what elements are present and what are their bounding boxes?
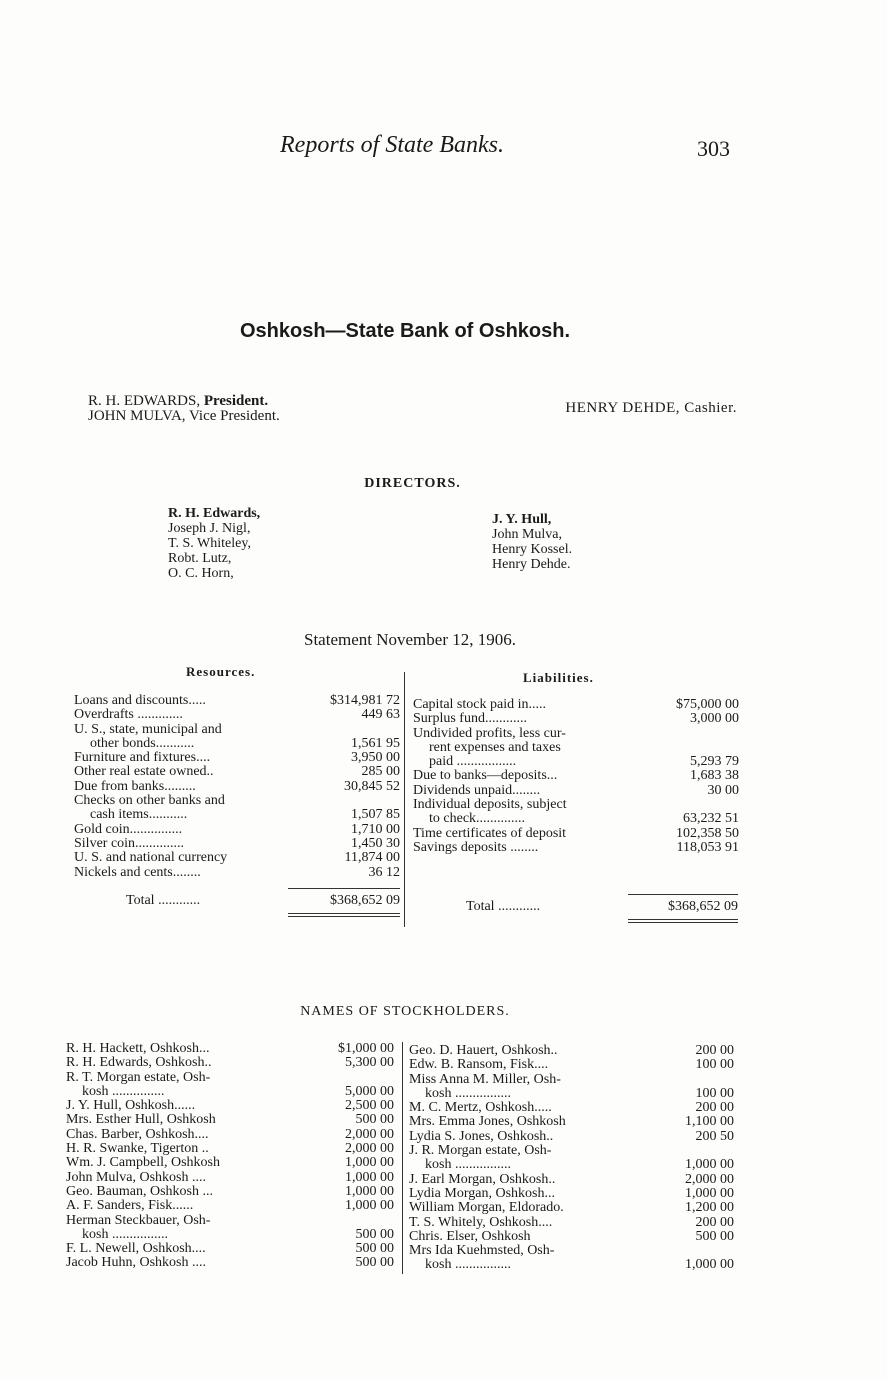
stockholder-row-amount: 1,000 00	[685, 1185, 734, 1201]
resources-list	[74, 694, 400, 880]
stockholder-row-amount: 2,000 00	[345, 1141, 394, 1157]
liability-row-amount: $75,000 00	[676, 697, 739, 712]
stockholder-row-label: kosh ................	[425, 1085, 511, 1101]
stockholder-row	[409, 1115, 734, 1129]
stockholder-row-amount: $1,000 00	[338, 1041, 394, 1056]
resource-row-amount: 36 12	[368, 864, 400, 880]
page-number: 303	[697, 136, 730, 161]
stockholder-row-label: Lydia Morgan, Oshkosh...	[409, 1185, 555, 1201]
liability-row-label: rent expenses and taxes	[429, 740, 561, 755]
liabilities-heading: Liabilities.	[523, 670, 594, 685]
liability-row-label: Individual deposits, subject	[413, 798, 567, 813]
liability-row	[413, 841, 739, 855]
resource-row-amount: 11,874 00	[344, 850, 400, 866]
resource-row	[74, 694, 400, 708]
stockholder-row-amount: 200 00	[695, 1100, 734, 1116]
stockholder-row	[66, 1228, 394, 1242]
resources-total-label: Total ............	[126, 893, 201, 908]
stockholder-row-amount: 1,000 00	[345, 1183, 394, 1199]
liabilities-total-amount: $368,652 09	[668, 899, 738, 914]
liability-row-amount: 3,000 00	[690, 711, 739, 727]
director-name: Joseph J. Nigl,	[168, 521, 251, 536]
resource-row	[74, 794, 400, 808]
stockholder-row	[409, 1058, 734, 1072]
resource-row-label: Silver coin..............	[74, 836, 185, 851]
stockholder-row-amount: 500 00	[355, 1226, 394, 1242]
stockholder-row-amount: 2,000 00	[345, 1126, 394, 1142]
liability-row	[413, 798, 739, 812]
stockholder-row	[66, 1171, 394, 1185]
director-name: Henry Kossel.	[492, 542, 573, 557]
stockholder-row	[409, 1201, 734, 1215]
liability-row-label: paid .................	[429, 755, 517, 770]
stockholder-row-amount: 100 00	[695, 1085, 734, 1101]
stockholder-row	[66, 1185, 394, 1199]
stockholder-row-label: Wm. J. Campbell, Oshkosh	[66, 1155, 220, 1171]
liability-row-label: Due to banks—deposits...	[413, 769, 558, 784]
liability-row	[413, 812, 739, 826]
stockholder-row	[409, 1073, 734, 1087]
resource-row-amount: $314,981 72	[330, 693, 400, 708]
stockholder-row	[409, 1258, 734, 1272]
stockholder-row-label: kosh ................	[82, 1226, 168, 1242]
liability-row	[413, 784, 739, 798]
liability-row-label: Surplus fund............	[413, 712, 527, 727]
stockholder-row-label: R. H. Hackett, Oshkosh...	[66, 1041, 210, 1056]
resource-row	[74, 723, 400, 737]
stockholder-row-label: R. T. Morgan estate, Osh-	[66, 1069, 211, 1085]
resource-row-label: other bonds...........	[90, 736, 195, 751]
resources-total-row	[126, 893, 400, 909]
resources-double-rule	[288, 913, 400, 917]
stockholders-divider	[402, 1042, 403, 1274]
director-name: T. S. Whiteley,	[168, 536, 251, 551]
liabilities-double-rule	[628, 919, 738, 923]
stockholder-row	[66, 1056, 394, 1070]
liability-row	[413, 769, 739, 783]
resource-row-amount: 1,450 30	[351, 835, 400, 851]
resource-row-label: Furniture and fixtures....	[74, 751, 211, 766]
resource-row-amount: 30,845 52	[344, 778, 400, 794]
resource-row-label: U. S. and national currency	[74, 851, 228, 866]
resource-row	[74, 708, 400, 722]
stockholder-row-amount: 1,000 00	[345, 1155, 394, 1171]
stockholder-row-label: T. S. Whitely, Oshkosh....	[409, 1214, 553, 1230]
stockholder-row	[66, 1242, 394, 1256]
stockholder-row	[66, 1199, 394, 1213]
stockholder-row-label: kosh ................	[425, 1257, 511, 1273]
stockholder-row-label: Geo. D. Hauert, Oshkosh..	[409, 1043, 558, 1058]
stockholder-row-label: Lydia S. Jones, Oshkosh..	[409, 1128, 554, 1144]
resources-total-rule	[288, 888, 400, 889]
stockholder-row	[409, 1158, 734, 1172]
resource-row-amount: 1,710 00	[351, 821, 400, 837]
president-line	[88, 394, 280, 409]
bank-title: Oshkosh—State Bank of Oshkosh.	[239, 320, 571, 342]
stockholder-row-amount: 1,100 00	[685, 1114, 734, 1130]
stockholder-row	[409, 1101, 734, 1115]
resource-row-label: Checks on other banks and	[74, 794, 225, 809]
stockholder-row	[66, 1142, 394, 1156]
resource-row-label: Loans and discounts.....	[74, 694, 206, 708]
statement-heading: Statement November 12, 1906.	[304, 630, 516, 649]
stockholder-row-label: R. H. Edwards, Oshkosh..	[66, 1055, 212, 1071]
stockholder-row-label: kosh ...............	[82, 1083, 165, 1099]
director-name: John Mulva,	[492, 527, 562, 542]
stockholder-row	[409, 1187, 734, 1201]
directors-left-list	[168, 506, 260, 581]
stockholder-row-amount: 200 00	[695, 1214, 734, 1230]
stockholders-left-list	[66, 1042, 394, 1271]
resource-row	[74, 808, 400, 822]
stockholder-row-label: F. L. Newell, Oshkosh....	[66, 1241, 206, 1257]
stockholder-row-amount: 2,500 00	[345, 1098, 394, 1114]
stockholder-row-label: J. Earl Morgan, Oshkosh..	[409, 1171, 556, 1187]
running-title: Reports of State Banks.	[280, 132, 504, 158]
stockholder-row-label: Mrs. Esther Hull, Oshkosh	[66, 1112, 216, 1128]
resource-row	[74, 851, 400, 865]
resource-row-label: U. S., state, municipal and	[74, 722, 222, 737]
liability-row-amount: 5,293 79	[690, 754, 739, 770]
stockholder-row-label: Herman Steckbauer, Osh-	[66, 1212, 211, 1228]
stockholder-row	[409, 1173, 734, 1187]
stockholder-row-label: Chas. Barber, Oshkosh....	[66, 1126, 209, 1142]
directors-right-list	[492, 512, 572, 572]
stockholder-row	[409, 1130, 734, 1144]
stockholder-row-amount: 5,300 00	[345, 1055, 394, 1071]
liability-row-label: Undivided profits, less cur-	[413, 726, 566, 741]
stockholder-row	[66, 1099, 394, 1113]
resource-row	[74, 823, 400, 837]
liability-row-label: to check..............	[429, 812, 526, 827]
stockholder-row-label: Miss Anna M. Miller, Osh-	[409, 1071, 561, 1087]
resource-row-amount: 1,507 85	[351, 807, 400, 823]
stockholder-row-label: Jacob Huhn, Oshkosh ....	[66, 1255, 206, 1271]
resource-row-amount: 1,561 95	[351, 735, 400, 751]
stockholder-row-amount: 1,200 00	[685, 1200, 734, 1216]
director-name: R. H. Edwards,	[168, 506, 261, 521]
stockholder-row	[66, 1256, 394, 1270]
director-name: O. C. Horn,	[168, 566, 234, 581]
liability-row	[413, 755, 739, 769]
stockholder-row-label: Mrs. Emma Jones, Oshkosh	[409, 1114, 566, 1130]
stockholder-row	[409, 1087, 734, 1101]
stockholder-row-amount: 1,000 00	[345, 1169, 394, 1185]
director-name: Robt. Lutz,	[168, 551, 232, 566]
stockholder-row	[66, 1085, 394, 1099]
cashier-line: HENRY DEHDE, Cashier.	[565, 400, 737, 416]
stockholder-row-amount: 500 00	[355, 1255, 394, 1271]
director-name: J. Y. Hull,	[492, 512, 552, 527]
stockholders-heading: NAMES OF STOCKHOLDERS.	[300, 1004, 510, 1019]
stockholder-row-label: William Morgan, Eldorado.	[409, 1200, 564, 1216]
running-head	[0, 132, 887, 166]
stockholder-row-label: Mrs Ida Kuehmsted, Osh-	[409, 1243, 555, 1259]
officers-block	[88, 394, 280, 424]
liability-row-label: Time certificates of deposit	[413, 826, 567, 841]
stockholder-row-amount: 1,000 00	[685, 1157, 734, 1173]
resource-row	[74, 837, 400, 851]
resource-row-label: Nickels and cents........	[74, 865, 201, 880]
column-divider	[404, 672, 405, 927]
president-title: President.	[203, 393, 269, 409]
resource-row-amount: 285 00	[361, 764, 400, 780]
liability-row-label: Savings deposits ........	[413, 840, 539, 855]
stockholder-row-label: A. F. Sanders, Fisk......	[66, 1198, 194, 1214]
stockholder-row	[409, 1144, 734, 1158]
stockholder-row-label: J. Y. Hull, Oshkosh......	[66, 1098, 196, 1114]
stockholder-row	[66, 1071, 394, 1085]
resource-row-amount: 3,950 00	[351, 750, 400, 766]
stockholder-row-label: Geo. Bauman, Oshkosh ...	[66, 1183, 213, 1199]
liabilities-list	[413, 698, 739, 855]
stockholder-row-amount: 500 00	[695, 1228, 734, 1244]
liability-row	[413, 712, 739, 726]
resource-row-amount: 449 63	[361, 707, 400, 723]
resource-row	[74, 765, 400, 779]
stockholder-row-label: J. R. Morgan estate, Osh-	[409, 1143, 552, 1159]
resource-row	[74, 780, 400, 794]
stockholder-row-amount: 1,000 00	[345, 1198, 394, 1214]
stockholder-row-label: kosh ................	[425, 1157, 511, 1173]
resource-row	[74, 737, 400, 751]
liabilities-total-row	[466, 899, 738, 915]
resource-row	[74, 751, 400, 765]
director-name: Henry Dehde.	[492, 557, 571, 572]
liability-row	[413, 698, 739, 712]
liabilities-total-label: Total ............	[466, 899, 541, 914]
stockholder-row	[409, 1216, 734, 1230]
stockholder-row	[66, 1113, 394, 1127]
resource-row	[74, 866, 400, 880]
liability-row-amount: 30 00	[707, 782, 739, 798]
stockholder-row-label: Chris. Elser, Oshkosh	[409, 1228, 531, 1244]
stockholder-row	[66, 1128, 394, 1142]
directors-heading: DIRECTORS.	[364, 476, 461, 491]
stockholder-row	[66, 1214, 394, 1228]
liability-row-amount: 1,683 38	[690, 768, 739, 784]
liability-row	[413, 827, 739, 841]
stockholder-row	[66, 1156, 394, 1170]
stockholder-row	[409, 1044, 734, 1058]
resource-row-label: cash items...........	[90, 808, 188, 823]
stockholder-row	[66, 1042, 394, 1056]
liability-row	[413, 727, 739, 741]
stockholder-row-amount: 2,000 00	[685, 1171, 734, 1187]
vice-president-line: JOHN MULVA, Vice President.	[88, 408, 280, 424]
liability-row	[413, 741, 739, 755]
stockholder-row-amount: 100 00	[695, 1057, 734, 1073]
liability-row-label: Capital stock paid in.....	[413, 698, 546, 712]
resource-row-label: Gold coin...............	[74, 822, 183, 837]
stockholder-row-label: Edw. B. Ransom, Fisk....	[409, 1057, 549, 1073]
stockholder-row	[409, 1230, 734, 1244]
resource-row-label: Due from banks.........	[74, 779, 196, 794]
liability-row-amount: 118,053 91	[676, 839, 739, 855]
resources-total-amount: $368,652 09	[330, 893, 400, 908]
president-name: R. H. EDWARDS,	[88, 393, 201, 409]
resource-row-label: Other real estate owned..	[74, 765, 214, 780]
stockholder-row-amount: 1,000 00	[685, 1257, 734, 1273]
stockholder-row-amount: 5,000 00	[345, 1083, 394, 1099]
stockholder-row-label: H. R. Swanke, Tigerton ..	[66, 1141, 209, 1157]
stockholder-row-amount: 500 00	[355, 1241, 394, 1257]
liability-row-amount: 102,358 50	[676, 825, 739, 841]
stockholders-right-list	[409, 1044, 734, 1273]
stockholder-row-amount: 200 00	[695, 1043, 734, 1058]
liability-row-amount: 63,232 51	[683, 811, 739, 827]
stockholder-row-amount: 500 00	[355, 1112, 394, 1128]
stockholder-row-amount: 200 50	[695, 1128, 734, 1144]
stockholder-row-label: M. C. Mertz, Oshkosh.....	[409, 1100, 552, 1116]
stockholder-row-label: John Mulva, Oshkosh ....	[66, 1169, 207, 1185]
liabilities-total-rule	[628, 894, 738, 895]
resources-heading: Resources.	[186, 664, 256, 679]
resource-row-label: Overdrafts .............	[74, 708, 183, 723]
liability-row-label: Dividends unpaid........	[413, 783, 541, 798]
stockholder-row	[409, 1244, 734, 1258]
